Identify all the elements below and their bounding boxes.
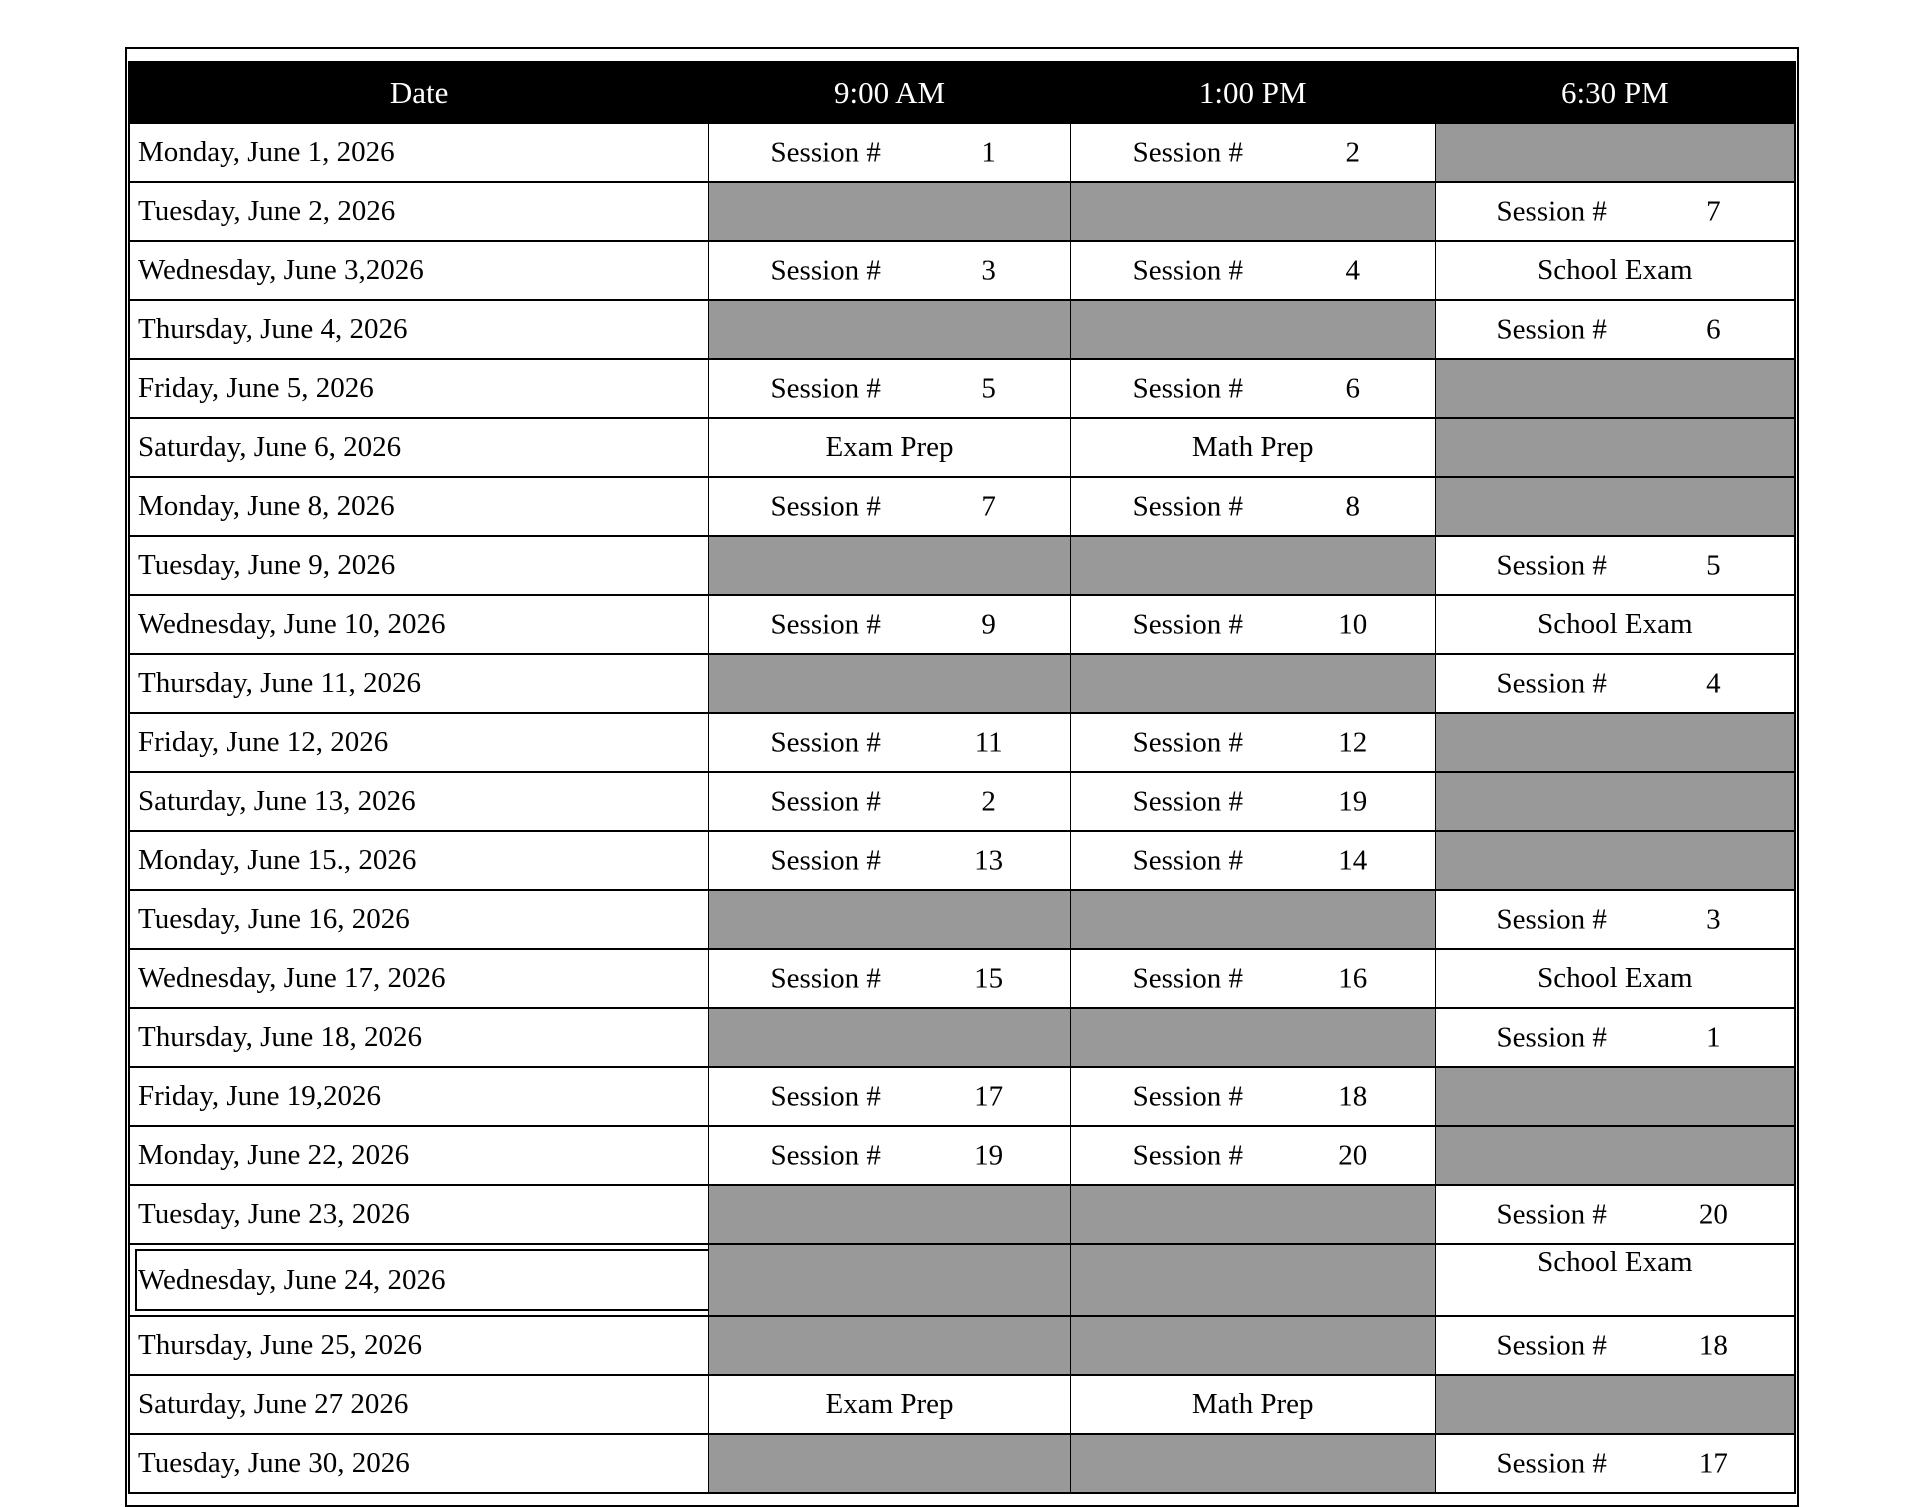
session-number: 3	[1706, 903, 1721, 935]
date-label: Monday, June 22, 2026	[138, 1139, 410, 1171]
session-entry	[709, 360, 1070, 417]
session-label: Session #	[1496, 195, 1607, 227]
table-row	[129, 831, 1795, 890]
session-entry	[1071, 1127, 1435, 1184]
blocked-cell[interactable]	[1435, 831, 1795, 890]
header-630pm[interactable]: 6:30 PM	[1435, 62, 1795, 123]
session-label: Session #	[1132, 490, 1244, 522]
session-entry	[709, 1068, 1070, 1125]
date-label: Wednesday, June 10, 2026	[138, 608, 446, 640]
date-label: Wednesday, June 3,2026	[138, 254, 424, 286]
session-cell[interactable]	[709, 359, 1071, 418]
session-number: 7	[981, 490, 996, 522]
table-row	[129, 1126, 1795, 1185]
date-label: Friday, June 12, 2026	[138, 726, 389, 758]
session-number: 17	[974, 1080, 1004, 1112]
blocked-cell[interactable]	[1070, 300, 1435, 359]
session-entry	[709, 242, 1070, 299]
date-label: Friday, June 19,2026	[138, 1080, 381, 1112]
header-9am[interactable]: 9:00 AM	[709, 62, 1071, 123]
event-cell[interactable]	[1070, 1375, 1435, 1434]
session-entry	[1436, 301, 1794, 358]
session-cell[interactable]	[709, 949, 1071, 1008]
date-cell[interactable]	[129, 1244, 709, 1316]
blocked-cell[interactable]	[1435, 1067, 1795, 1126]
session-entry	[1071, 832, 1435, 889]
session-number: 19	[974, 1139, 1004, 1171]
session-number: 6	[1345, 372, 1360, 404]
date-cell[interactable]	[129, 1375, 709, 1434]
session-entry	[1071, 360, 1435, 417]
event-cell[interactable]	[1435, 595, 1795, 654]
session-number: 2	[981, 785, 996, 817]
session-number: 17	[1698, 1447, 1728, 1479]
session-label: Session #	[1496, 667, 1607, 699]
event-label: School Exam	[1537, 608, 1693, 640]
session-cell[interactable]	[1070, 595, 1435, 654]
session-cell[interactable]	[709, 123, 1071, 182]
date-cell[interactable]	[129, 359, 709, 418]
session-entry	[1071, 596, 1435, 653]
session-number: 10	[1338, 608, 1368, 640]
table-row	[129, 1185, 1795, 1244]
session-number: 8	[1345, 490, 1360, 522]
date-label: Tuesday, June 9, 2026	[138, 549, 396, 581]
blocked-cell[interactable]	[1435, 1375, 1795, 1434]
session-label: Session #	[1132, 608, 1244, 640]
session-cell[interactable]	[1435, 890, 1795, 949]
session-entry	[709, 1127, 1070, 1184]
session-entry	[1071, 714, 1435, 771]
session-label: Session #	[1132, 785, 1244, 817]
blocked-cell[interactable]	[1435, 359, 1795, 418]
session-label: Session #	[770, 1080, 881, 1112]
table-row	[129, 1244, 1795, 1316]
session-cell[interactable]	[1070, 359, 1435, 418]
session-label: Session #	[1132, 962, 1244, 994]
date-label: Monday, June 15., 2026	[138, 844, 417, 876]
session-entry	[1071, 950, 1435, 1007]
date-cell[interactable]	[129, 831, 709, 890]
date-cell[interactable]	[129, 713, 709, 772]
date-label: Tuesday, June 30, 2026	[138, 1447, 410, 1479]
session-entry	[1071, 124, 1435, 181]
session-entry	[1436, 1435, 1794, 1492]
date-label: Wednesday, June 24, 2026	[138, 1263, 446, 1296]
blocked-cell[interactable]	[709, 182, 1071, 241]
schedule-box	[125, 47, 1799, 1507]
session-number: 4	[1345, 254, 1360, 286]
session-cell[interactable]	[1070, 772, 1435, 831]
session-number: 7	[1706, 195, 1721, 227]
date-cell[interactable]	[129, 949, 709, 1008]
session-entry	[709, 596, 1070, 653]
blocked-cell[interactable]	[1435, 772, 1795, 831]
session-entry	[1071, 242, 1435, 299]
session-cell[interactable]	[1435, 1434, 1795, 1493]
table-row	[129, 1434, 1795, 1493]
event-label: School Exam	[1537, 1246, 1693, 1278]
table-row	[129, 300, 1795, 359]
session-cell[interactable]	[709, 831, 1071, 890]
table-row	[129, 713, 1795, 772]
session-label: Session #	[1132, 136, 1244, 168]
session-cell[interactable]	[1435, 1008, 1795, 1067]
blocked-cell[interactable]	[1435, 477, 1795, 536]
table-row	[129, 949, 1795, 1008]
session-number: 6	[1706, 313, 1721, 345]
session-number: 1	[981, 136, 996, 168]
date-cell[interactable]	[129, 418, 709, 477]
session-cell[interactable]	[709, 772, 1071, 831]
session-number: 9	[981, 608, 996, 640]
date-cell[interactable]	[129, 1185, 709, 1244]
event-label: Exam Prep	[825, 1388, 954, 1420]
session-number: 14	[1338, 844, 1368, 876]
date-cell[interactable]	[129, 654, 709, 713]
session-label: Session #	[1496, 1198, 1607, 1230]
table-row	[129, 359, 1795, 418]
blocked-cell[interactable]	[1070, 1244, 1435, 1316]
session-label: Session #	[770, 372, 881, 404]
blocked-cell[interactable]	[1435, 713, 1795, 772]
session-cell[interactable]	[1435, 536, 1795, 595]
schedule-table	[128, 61, 1796, 1494]
date-cell[interactable]	[129, 1008, 709, 1067]
table-row	[129, 595, 1795, 654]
header-date[interactable]: Date	[129, 62, 709, 123]
blocked-cell[interactable]	[1435, 1126, 1795, 1185]
date-label: Saturday, June 13, 2026	[138, 785, 416, 817]
session-entry	[1071, 478, 1435, 535]
header-1pm[interactable]: 1:00 PM	[1070, 62, 1435, 123]
date-label: Saturday, June 27 2026	[138, 1388, 409, 1420]
blocked-cell[interactable]	[1070, 890, 1435, 949]
session-number: 1	[1706, 1021, 1721, 1053]
session-entry	[709, 832, 1070, 889]
session-entry	[709, 773, 1070, 830]
session-entry	[709, 950, 1070, 1007]
session-cell[interactable]	[1070, 1067, 1435, 1126]
blocked-cell[interactable]	[1435, 123, 1795, 182]
session-number: 20	[1698, 1198, 1728, 1230]
session-number: 19	[1338, 785, 1368, 817]
session-number: 5	[981, 372, 996, 404]
session-label: Session #	[770, 844, 881, 876]
session-cell[interactable]	[1435, 654, 1795, 713]
table-row	[129, 418, 1795, 477]
session-number: 18	[1338, 1080, 1368, 1112]
session-number: 15	[974, 962, 1004, 994]
date-label: Thursday, June 4, 2026	[138, 313, 408, 345]
event-cell[interactable]	[1435, 1244, 1795, 1316]
event-label: Math Prep	[1191, 431, 1314, 463]
event-cell[interactable]	[709, 1375, 1071, 1434]
session-entry	[1436, 1186, 1794, 1243]
date-cell[interactable]	[129, 890, 709, 949]
blocked-cell[interactable]	[1070, 1316, 1435, 1375]
event-cell[interactable]	[709, 418, 1071, 477]
session-entry	[1436, 891, 1794, 948]
session-label: Session #	[770, 1139, 881, 1171]
session-cell[interactable]	[1070, 949, 1435, 1008]
table-row	[129, 772, 1795, 831]
date-cell[interactable]	[129, 241, 709, 300]
session-cell[interactable]	[709, 1126, 1071, 1185]
table-row	[129, 890, 1795, 949]
session-label: Session #	[1132, 844, 1244, 876]
event-cell[interactable]	[1070, 418, 1435, 477]
date-label: Thursday, June 25, 2026	[138, 1329, 423, 1361]
table-row	[129, 1067, 1795, 1126]
session-cell[interactable]	[1070, 241, 1435, 300]
session-number: 4	[1706, 667, 1721, 699]
session-cell[interactable]	[709, 713, 1071, 772]
session-label: Session #	[770, 490, 881, 522]
session-cell[interactable]	[1070, 1126, 1435, 1185]
session-number: 5	[1706, 549, 1721, 581]
table-row	[129, 1008, 1795, 1067]
session-label: Session #	[1496, 1329, 1607, 1361]
session-cell[interactable]	[1435, 300, 1795, 359]
date-cell[interactable]	[129, 1316, 709, 1375]
date-cell[interactable]	[129, 1126, 709, 1185]
session-number: 20	[1338, 1139, 1368, 1171]
date-label: Wednesday, June 17, 2026	[138, 962, 446, 994]
session-number: 2	[1345, 136, 1360, 168]
session-label: Session #	[1132, 726, 1244, 758]
date-cell[interactable]	[129, 477, 709, 536]
session-entry	[1436, 655, 1794, 712]
session-cell[interactable]	[709, 241, 1071, 300]
blocked-cell[interactable]	[709, 536, 1071, 595]
session-entry	[1436, 1009, 1794, 1066]
date-label: Saturday, June 6, 2026	[138, 431, 402, 463]
session-cell[interactable]	[709, 477, 1071, 536]
session-entry	[1436, 1317, 1794, 1374]
session-label: Session #	[770, 962, 881, 994]
blocked-cell[interactable]	[709, 1185, 1071, 1244]
event-label: School Exam	[1537, 962, 1693, 994]
table-row	[129, 654, 1795, 713]
session-cell[interactable]	[709, 1067, 1071, 1126]
blocked-cell[interactable]	[709, 300, 1071, 359]
session-number: 12	[1338, 726, 1368, 758]
blocked-cell[interactable]	[1070, 536, 1435, 595]
date-cell[interactable]	[129, 123, 709, 182]
date-cell[interactable]	[129, 300, 709, 359]
blocked-cell[interactable]	[709, 1316, 1071, 1375]
event-cell[interactable]	[1435, 949, 1795, 1008]
date-label: Thursday, June 11, 2026	[138, 667, 421, 699]
session-label: Session #	[1496, 903, 1607, 935]
session-cell[interactable]	[1070, 123, 1435, 182]
session-entry	[1071, 1068, 1435, 1125]
session-cell[interactable]	[1070, 477, 1435, 536]
date-label: Tuesday, June 16, 2026	[138, 903, 410, 935]
blocked-cell[interactable]	[1070, 654, 1435, 713]
blocked-cell[interactable]	[1070, 1434, 1435, 1493]
session-label: Session #	[1132, 372, 1244, 404]
blocked-cell[interactable]	[1435, 418, 1795, 477]
date-cell[interactable]	[129, 1067, 709, 1126]
session-label: Session #	[1496, 313, 1607, 345]
date-cell[interactable]	[129, 536, 709, 595]
table-row	[129, 536, 1795, 595]
blocked-cell[interactable]	[1070, 182, 1435, 241]
event-label: Exam Prep	[825, 431, 954, 463]
event-label: Math Prep	[1191, 1388, 1314, 1420]
date-label: Friday, June 5, 2026	[138, 372, 374, 404]
session-cell[interactable]	[709, 595, 1071, 654]
event-cell[interactable]	[1435, 241, 1795, 300]
date-label: Monday, June 1, 2026	[138, 136, 395, 168]
header-row	[129, 62, 1795, 123]
session-entry	[1071, 773, 1435, 830]
date-label: Monday, June 8, 2026	[138, 490, 395, 522]
session-number: 18	[1698, 1329, 1728, 1361]
session-cell[interactable]	[1435, 1185, 1795, 1244]
date-cell[interactable]	[129, 182, 709, 241]
session-label: Session #	[770, 726, 881, 758]
session-cell[interactable]	[1435, 1316, 1795, 1375]
date-label: Tuesday, June 23, 2026	[138, 1198, 410, 1230]
session-label: Session #	[1496, 1447, 1607, 1479]
date-cell[interactable]	[129, 1434, 709, 1493]
session-number: 3	[981, 254, 996, 286]
session-label: Session #	[770, 785, 881, 817]
date-cell[interactable]	[129, 595, 709, 654]
session-label: Session #	[770, 254, 881, 286]
session-entry	[709, 478, 1070, 535]
session-label: Session #	[770, 608, 881, 640]
date-label: Tuesday, June 2, 2026	[138, 195, 396, 227]
session-entry	[709, 124, 1070, 181]
table-row	[129, 477, 1795, 536]
date-label: Thursday, June 18, 2026	[138, 1021, 423, 1053]
session-number: 13	[974, 844, 1004, 876]
session-number: 11	[974, 726, 1003, 758]
session-label: Session #	[1132, 254, 1244, 286]
blocked-cell[interactable]	[709, 1434, 1071, 1493]
session-number: 16	[1338, 962, 1368, 994]
table-row	[129, 123, 1795, 182]
session-cell[interactable]	[1070, 831, 1435, 890]
table-row	[129, 182, 1795, 241]
session-cell[interactable]	[1070, 713, 1435, 772]
session-label: Session #	[1496, 1021, 1607, 1053]
event-label: School Exam	[1537, 254, 1693, 286]
session-label: Session #	[1132, 1139, 1244, 1171]
blocked-cell[interactable]	[1070, 1008, 1435, 1067]
session-entry	[709, 714, 1070, 771]
blocked-cell[interactable]	[709, 654, 1071, 713]
table-row	[129, 1316, 1795, 1375]
blocked-cell[interactable]	[709, 1244, 1071, 1316]
table-row	[129, 1375, 1795, 1434]
session-label: Session #	[1496, 549, 1607, 581]
table-row	[129, 241, 1795, 300]
blocked-cell[interactable]	[709, 890, 1071, 949]
session-label: Session #	[770, 136, 881, 168]
date-cell[interactable]	[129, 772, 709, 831]
blocked-cell[interactable]	[1070, 1185, 1435, 1244]
session-label: Session #	[1132, 1080, 1244, 1112]
session-entry	[1436, 537, 1794, 594]
session-cell[interactable]	[1435, 182, 1795, 241]
blocked-cell[interactable]	[709, 1008, 1071, 1067]
session-entry	[1436, 183, 1794, 240]
